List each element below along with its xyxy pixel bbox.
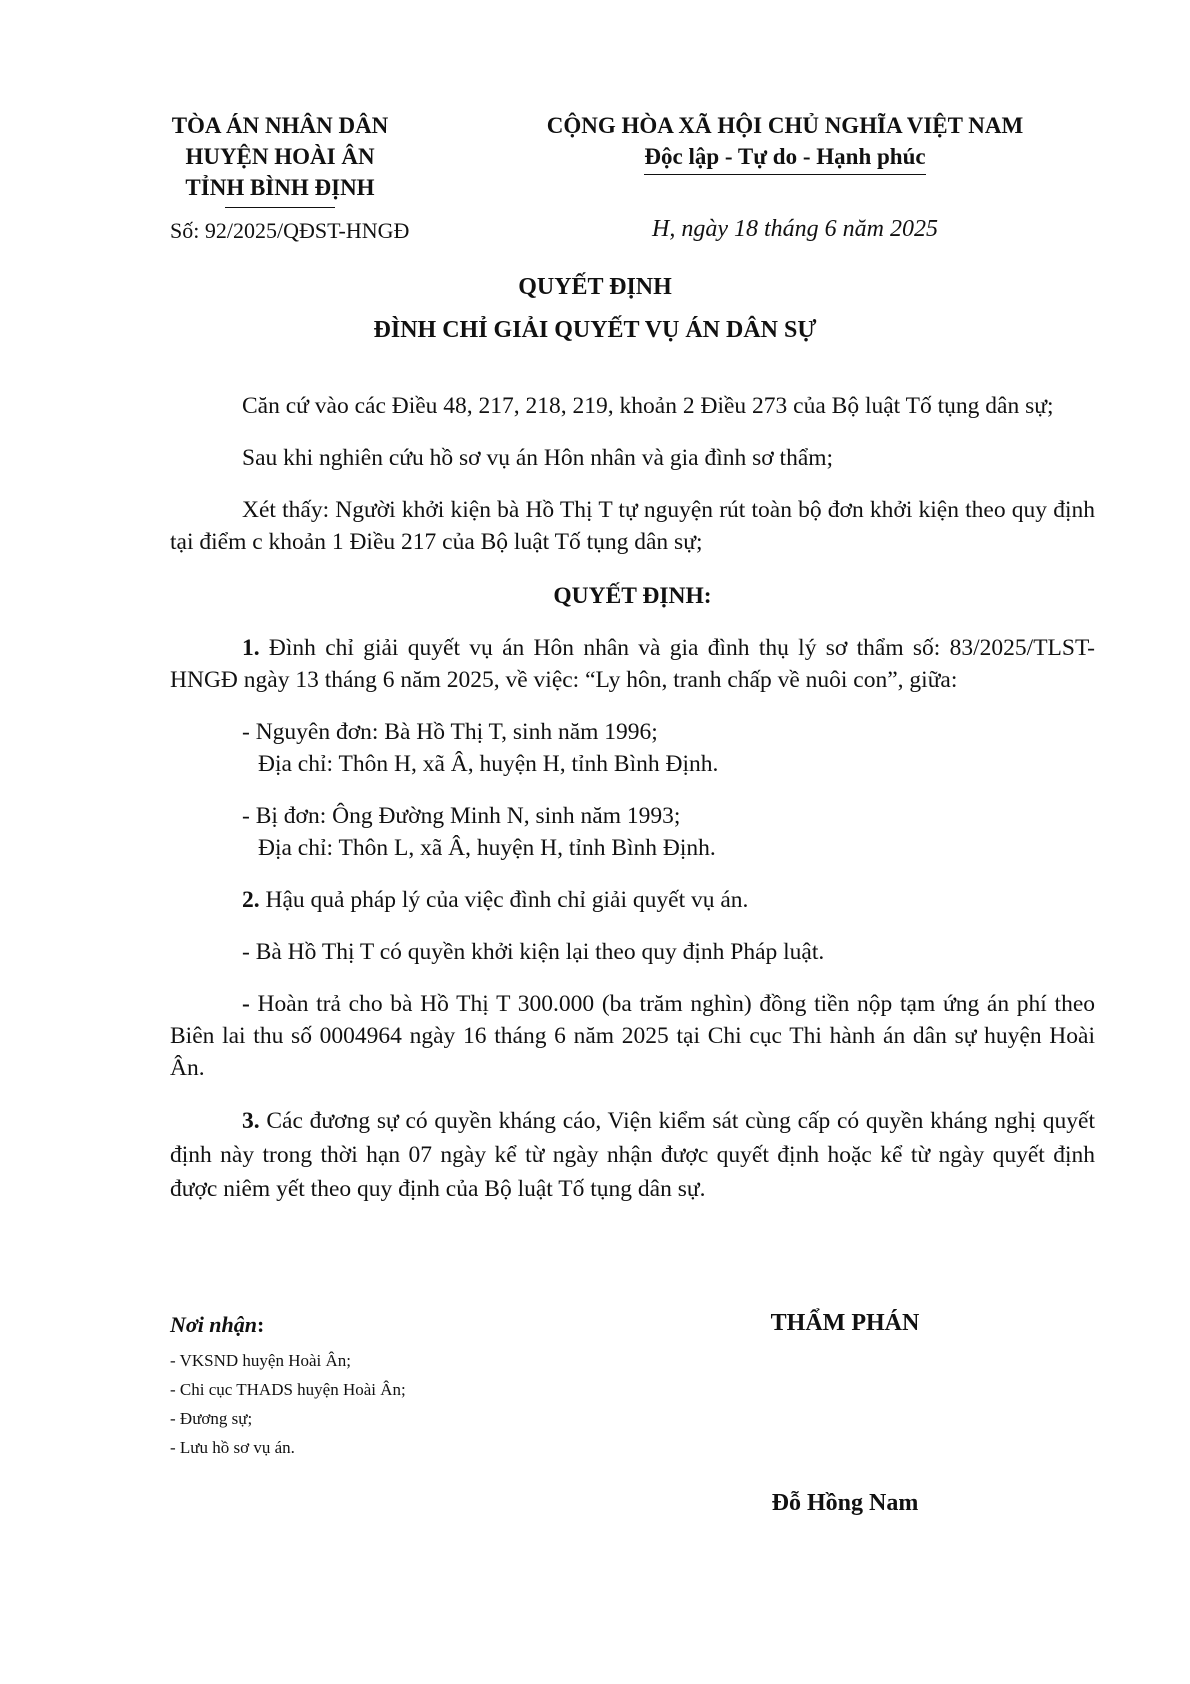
motto: Độc lập - Tự do - Hạnh phúc [644,141,925,175]
item-1 [170,632,1095,696]
item-2-point-2-text: Hoàn trả cho bà Hồ Thị T 300.000 (ba trăm nghìn) đồng tiền nộp tạm ứng án phí theo Biên lai thu số 0004964 ngày 16 tháng 6 năm 2025 tại Chi cục Thi hành án dân sự huyện Hoài Ân. [170,991,1095,1081]
nation-line: CỘNG HÒA XÃ HỘI CHỦ NGHĨA VIỆT NAM [546,113,1024,138]
preamble-1: Căn cứ vào các Điều 48, 217, 218, 219, khoản 2 Điều 273 của Bộ luật Tố tụng dân sự; [242,393,1054,419]
court-underline [225,207,335,208]
item-2-point-2-dash: - [242,991,250,1017]
item-1-text: Đình chỉ giải quyết vụ án Hôn nhân và gia đình thụ lý sơ thẩm số: 83/2025/TLST-HNGĐ ngày 13 tháng 6 năm 2025, về việc: “Ly hôn, tranh chấp về nuôi con”, giữa: [170,635,1095,693]
defendant: - Bị đơn: Ông Đường Minh N, sinh năm 1993; [242,803,681,829]
recipients-label-text: Nơi nhận [170,1312,258,1337]
document-title: QUYẾT ĐỊNH [518,274,672,300]
document-number: Số: 92/2025/QĐST-HNGĐ [170,218,410,243]
document-body [170,390,1095,1206]
court-line-2: HUYỆN HOÀI ÂN [185,144,375,169]
court-name-block [150,110,410,208]
place-date: H, ngày 18 tháng 6 năm 2025 [652,216,938,242]
document-subtitle: ĐÌNH CHỈ GIẢI QUYẾT VỤ ÁN DÂN SỰ [373,317,817,343]
item-3-text: Các đương sự có quyền kháng cáo, Viện kiểm sát cùng cấp có quyền kháng nghị quyết định này trong thời hạn 07 ngày kể từ ngày nhận được quyết định hoặc kể từ ngày quyết định được niêm yết theo quy định của Bộ luật Tố tụng dân sự. [170,1108,1095,1202]
court-line-3: TỈNH BÌNH ĐỊNH [185,175,375,200]
signature-title: THẨM PHÁN [770,1310,920,1336]
recipient-item: - Lưu hồ sơ vụ án. [170,1438,295,1457]
item-2 [170,884,1095,916]
recipient-item: - VKSND huyện Hoài Ân; [170,1351,352,1370]
item-3 [170,1104,1095,1206]
recipients-label [170,1312,264,1338]
plaintiff: - Nguyên đơn: Bà Hồ Thị T, sinh năm 1996; [242,719,658,745]
item-3-number: 3. [242,1108,260,1134]
recipient-item: - Chi cục THADS huyện Hoài Ân; [170,1380,406,1399]
decision-heading: QUYẾT ĐỊNH: [553,583,712,609]
item-2-point-1: - Bà Hồ Thị T có quyền khởi kiện lại theo quy định Pháp luật. [242,939,825,965]
item-2-number: 2. [242,887,260,913]
recipients-list [170,1346,406,1462]
recipients-label-colon: : [257,1312,265,1337]
plaintiff-address: Địa chỉ: Thôn H, xã Â, huyện H, tỉnh Bình Định. [258,751,719,777]
signature-name: Đỗ Hồng Nam [771,1490,919,1516]
preamble-2: Sau khi nghiên cứu hồ sơ vụ án Hôn nhân và gia đình sơ thẩm; [242,445,834,471]
item-2-point-2 [170,988,1095,1084]
court-line-1: TÒA ÁN NHÂN DÂN [171,113,389,138]
defendant-address: Địa chỉ: Thôn L, xã Â, huyện H, tỉnh Bình Định. [258,835,716,861]
preamble-3: Xét thấy: Người khởi kiện bà Hồ Thị T tự nguyện rút toàn bộ đơn khởi kiện theo quy định tại điểm c khoản 1 Điều 217 của Bộ luật Tố tụng dân sự; [170,497,1095,555]
item-2-text: Hậu quả pháp lý của việc đình chỉ giải quyết vụ án. [259,887,749,913]
recipient-item: - Đương sự; [170,1409,253,1428]
item-1-number: 1. [242,635,260,661]
national-header-block [480,110,1090,175]
